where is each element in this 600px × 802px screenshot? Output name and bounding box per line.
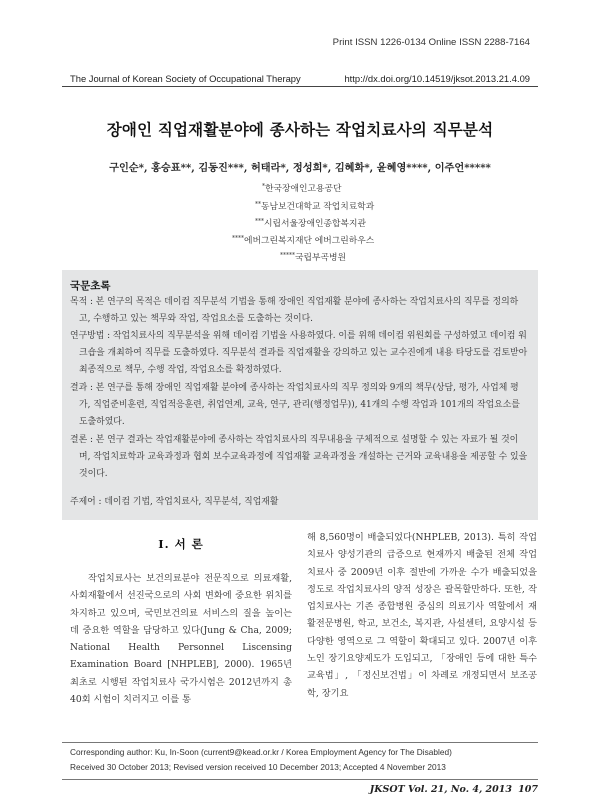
page-number: 107 — [518, 784, 538, 795]
affiliation-3: ***시립서울장애인종합복지관 — [255, 218, 366, 229]
issn-line: Print ISSN 1226-0134 Online ISSN 2288-7164 — [332, 37, 530, 48]
affiliation-5: *****국립부곡병원 — [280, 252, 346, 263]
journal-name: The Journal of Korean Society of Occupational Therapy — [70, 73, 301, 84]
author-list: 구인순*, 홍승표**, 김동진***, 허태라*, 정성희*, 김혜화*, 윤혜영****, 이주언***** — [109, 162, 491, 174]
abstract-results: 결과 : 본 연구를 통해 장애인 직업재활 분야에 종사하는 작업치료사의 직무 정의와 9개의 책무(상담, 평가, 사업체 평가, 직업준비훈련, 직업적응훈련, 취업연계, 교육, 연구, 관리(행정업무)), 41개의 수행 작업과 101개의 작업요소를 도출하였다. — [70, 383, 520, 428]
abstract-keywords: 주제어 : 데이컴 기법, 작업치료사, 직무분석, 직업재활 — [70, 497, 279, 507]
affiliation-1: *한국장애인고용공단 — [262, 183, 342, 194]
abstract-conclusion: 결론 : 본 연구 결과는 작업재활분야에 종사하는 작업치료사의 직무내용을 구체적으로 설명할 수 있는 자료가 될 것이며, 작업치료학과 교육과정과 협회 보수교육과정에 직업재활 교육과정을 개설하는 근거와 교육내용을 제공할 수 있을 것이다. — [70, 435, 528, 480]
abstract-heading: 국문초록 — [70, 280, 111, 292]
affiliation-4: ****에버그린복지재단 에버그린하우스 — [232, 235, 375, 246]
received-dates: Received 30 October 2013; Revised version received 10 December 2013; Accepted 4 November 2013 — [70, 762, 446, 772]
footer-journal-issue: JKSOT Vol. 21, No. 4, 2013 — [369, 784, 512, 795]
body-right-column: 해 8,560명이 배출되었다(NHPLEB, 2013). 특히 작업치료사 양성기관의 급증으로 현재까지 배출된 전체 작업치료사 중 2009년 이후 절반에 가까운 수가 배출되었을 정도로 작업치료사의 양적 성장은 괄목할만하다. 또한, 작업치료사는 기존 종합병원 중심의 의료기사 역할에서 재활전문병원, 학교, 보건소, 복지관, 사설센터, 요양시설 등 다양한 영역으로 그 역할이 확대되고 있다. 2007년 이후 노인 장기요양제도가 도입되고, 「장애인 등에 대한 특수교육법」, 「정신보건법」이 차례로 개정되면서 보조공학, 장기요 — [307, 532, 537, 699]
footnote-rule — [62, 742, 538, 743]
abstract-methods: 연구방법 : 작업치료사의 직무분석을 위해 데이컴 기법을 사용하였다. 이를 위해 데이컴 위원회를 구성하였고 데이컴 워크숍을 개최하여 직무를 도출하였다. 직무분석 결과를 직업재활을 강의하고 있는 교수진에게 내용 타당도를 검토받아 최종적으로 책무, 수행 작업, 작업요소를 확정하였다. — [70, 331, 528, 376]
doi-link[interactable]: http://dx.doi.org/10.14519/jksot.2013.21.4.09 — [344, 73, 530, 84]
article-title: 장애인 직업재활분야에 종사하는 작업치료사의 직무분석 — [106, 120, 494, 139]
footer-rule — [62, 779, 538, 780]
body-left-column: 작업치료사는 보건의료분야 전문직으로 의료재활, 사회재활에서 선진국으로의 사회 변화에 중요한 위치를 차지하고 있으며, 국민보건의료 서비스의 질을 높이는 데 중요한 역할을 담당하고 있다(Jung & Cha, 2009; National Health Personnel Liscensing Examination Board [NHPLEB], 2000). 1965년 최초로 시행된 작업치료사 국가시험은 2012년까지 총 40회 시험이 치러지고 이를 통 — [70, 573, 292, 706]
section-heading: Ⅰ. 서 론 — [158, 537, 204, 551]
abstract-purpose: 목적 : 본 연구의 목적은 데이컴 직무분석 기법을 통해 장애인 직업재활 분야에 종사하는 작업치료사의 직무를 정의하고, 수행하고 있는 책무와 작업, 작업요소를 도출하는 것이다. — [70, 297, 519, 325]
corresponding-author: Corresponding author: Ku, In-Soon (current9@kead.or.kr / Korea Employment Agency for The Disabled) — [70, 747, 452, 757]
affiliation-2: **동남보건대학교 작업치료학과 — [255, 201, 375, 212]
header-rule — [62, 86, 538, 87]
